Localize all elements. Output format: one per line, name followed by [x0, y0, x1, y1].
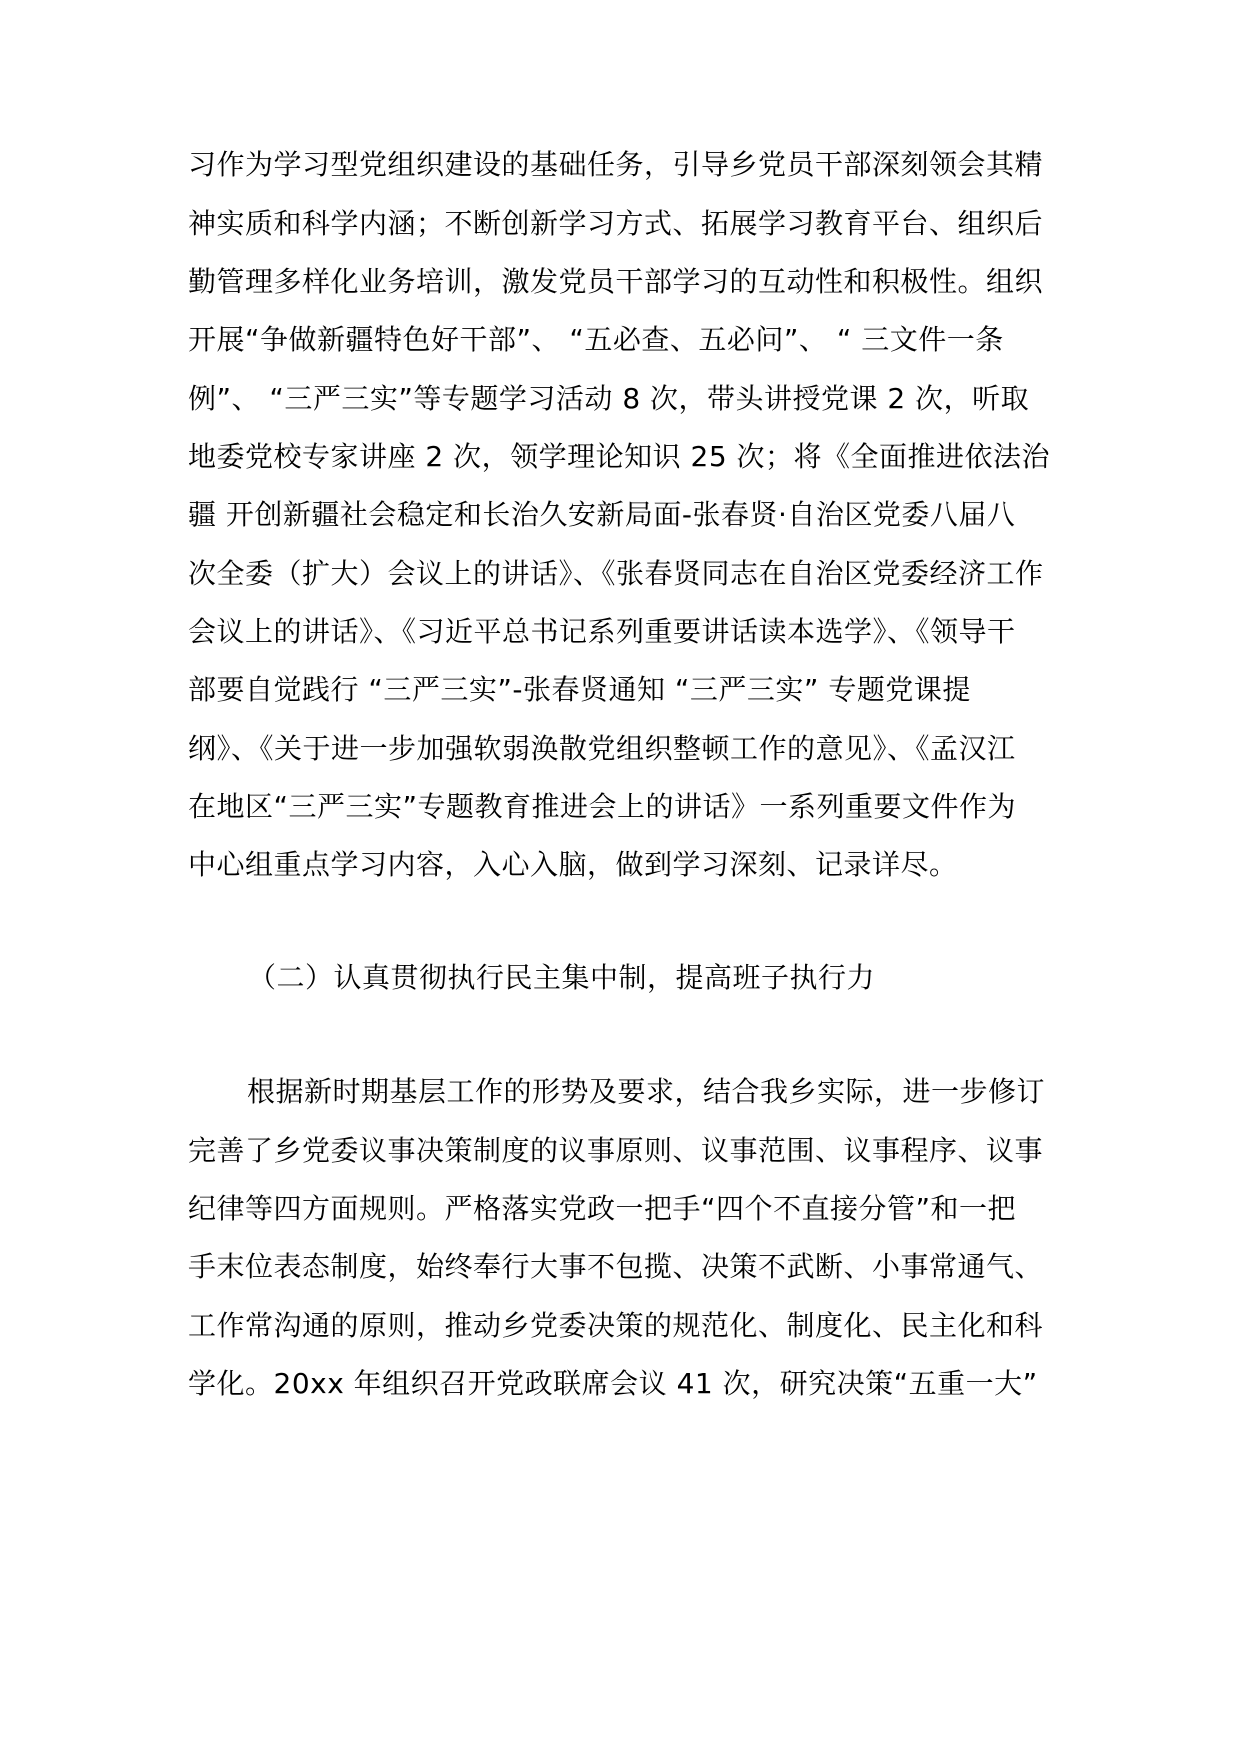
text-line: 手末位表态制度，始终奉行大事不包揽、决策不武断、小事常通气、: [188, 1250, 1044, 1283]
text-line: 工作常沟通的原则，推动乡党委决策的规范化、制度化、民主化和科: [188, 1309, 1044, 1342]
text-line: 学化。20xx 年组织召开党政联席会议 41 次，研究决策“五重一大”: [188, 1367, 1038, 1400]
text-line: 会议上的讲话》、《习近平总书记系列重要讲话读本选学》、《领导干: [188, 615, 1016, 648]
text-line: 例”、 “三严三实”等专题学习活动 8 次，带头讲授党课 2 次，听取: [188, 382, 1030, 415]
text-line: 在地区“三严三实”专题教育推进会上的讲话》一系列重要文件作为: [188, 790, 1017, 823]
text-line: 勤管理多样化业务培训，激发党员干部学习的互动性和积极性。组织: [188, 265, 1044, 298]
section-heading: （二）认真贯彻执行民主集中制，提高班子执行力: [248, 961, 876, 994]
text-line: 纪律等四方面规则。严格落实党政一把手“四个不直接分管”和一把: [188, 1192, 1017, 1225]
text-line: 习作为学习型党组织建设的基础任务，引导乡党员干部深刻领会其精: [188, 148, 1044, 181]
text-line: 疆 开创新疆社会稳定和长治久安新局面-张春贤·自治区党委八届八: [188, 498, 1016, 531]
text-line: 神实质和科学内涵；不断创新学习方式、拓展学习教育平台、组织后: [188, 207, 1044, 240]
text-line: 次全委（扩大）会议上的讲话》、《张春贤同志在自治区党委经济工作: [188, 557, 1044, 590]
text-line: 纲》、《关于进一步加强软弱涣散党组织整顿工作的意见》、《孟汉江: [188, 732, 1016, 765]
text-line: 根据新时期基层工作的形势及要求，结合我乡实际，进一步修订: [247, 1075, 1046, 1108]
text-line: 开展“争做新疆特色好干部”、 “五必查、五必问”、 “ 三文件一条: [188, 323, 1004, 356]
text-line: 中心组重点学习内容，入心入脑，做到学习深刻、记录详尽。: [188, 848, 958, 881]
text-line: 地委党校专家讲座 2 次，领学理论知识 25 次；将《全面推进依法治: [188, 440, 1051, 473]
text-line: 完善了乡党委议事决策制度的议事原则、议事范围、议事程序、议事: [188, 1134, 1044, 1167]
text-line: 部要自觉践行 “三严三实”-张春贤通知 “三严三实” 专题党课提: [188, 673, 971, 706]
